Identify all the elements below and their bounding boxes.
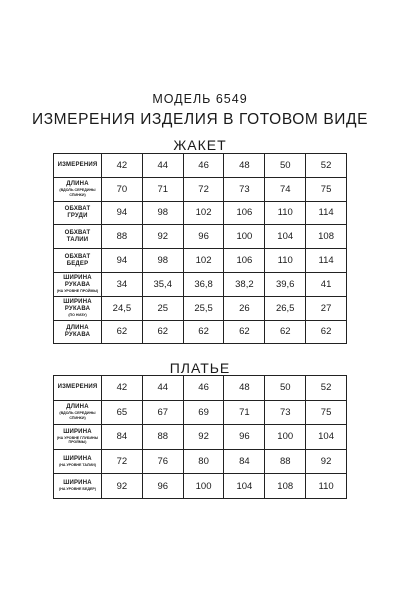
row-label-cell (54, 154, 102, 178)
row-label: РУКАВА (64, 331, 91, 338)
measurement-cell: 98 (142, 249, 183, 273)
row-label: ИЗМЕРЕНИЯ (57, 161, 98, 168)
measurement-cell: 110 (265, 201, 306, 225)
row-label: ДЛИНА (66, 404, 89, 411)
measurement-cell: 106 (224, 201, 265, 225)
model-number: МОДЕЛЬ 6549 (152, 92, 248, 106)
measurement-cell: 88 (102, 225, 143, 249)
size-header-cell: 42 (102, 154, 143, 178)
measurement-cell: 92 (142, 225, 183, 249)
table-row (54, 474, 347, 499)
measurement-cell: 62 (142, 320, 183, 344)
size-header-cell: 50 (265, 376, 306, 401)
row-label-cell (54, 272, 102, 296)
measurement-cell: 73 (265, 400, 306, 425)
row-label: ДЛИНА (66, 181, 89, 188)
measurement-cell: 104 (306, 425, 347, 450)
row-label-cell (54, 296, 102, 320)
measurement-cell: 25,5 (183, 296, 224, 320)
measurement-cell: 96 (224, 425, 265, 450)
row-label: ШИРИНА (63, 480, 92, 487)
table-row (54, 201, 347, 225)
row-label-cell (54, 249, 102, 273)
table-header-row (54, 376, 347, 401)
row-label: ШИРИНА (63, 298, 92, 305)
row-label: ШИРИНА (63, 275, 92, 282)
dress-measurements-table (53, 375, 347, 499)
measurement-cell: 104 (265, 225, 306, 249)
row-label-note: (ВДОЛЬ СЕРЕДИНЫ СПИНКИ) (59, 188, 96, 197)
row-label-cell (54, 425, 102, 450)
measurement-cell: 72 (102, 449, 143, 474)
row-label-note: (ПО НИЗУ) (68, 312, 87, 317)
measurement-cell: 62 (183, 320, 224, 344)
table-row (54, 296, 347, 320)
measurement-cell: 100 (265, 425, 306, 450)
row-label: БЕДЕР (66, 260, 89, 267)
dress-section-title: ПЛАТЬЕ (169, 360, 231, 376)
size-header-cell: 52 (306, 376, 347, 401)
measurement-cell: 41 (306, 272, 347, 296)
table-row (54, 225, 347, 249)
row-label-note: (ВДОЛЬ СЕРЕДИНЫ СПИНКИ) (59, 411, 96, 420)
table-header-row (54, 154, 347, 178)
measurement-cell: 92 (306, 449, 347, 474)
row-label: РУКАВА (64, 305, 91, 312)
measurement-cell: 100 (224, 225, 265, 249)
row-label: ШИРИНА (63, 428, 92, 435)
row-label-note: (НА УРОВНЕ БЕДЕР) (59, 487, 96, 492)
measurement-cell: 62 (306, 320, 347, 344)
jacket-section-title: ЖАКЕТ (173, 137, 227, 153)
measurement-cell: 24,5 (102, 296, 143, 320)
row-label-cell (54, 320, 102, 344)
measurement-cell: 88 (265, 449, 306, 474)
row-label-cell (54, 177, 102, 201)
measurement-cell: 100 (183, 474, 224, 499)
measurement-cell: 94 (102, 249, 143, 273)
table-row (54, 449, 347, 474)
row-label-cell (54, 376, 102, 401)
measurement-cell: 84 (102, 425, 143, 450)
measurement-cell: 69 (183, 400, 224, 425)
size-header-cell: 48 (224, 154, 265, 178)
row-label: ГРУДИ (67, 212, 88, 219)
row-label: РУКАВА (64, 282, 91, 289)
measurement-cell: 102 (183, 201, 224, 225)
row-label-cell (54, 225, 102, 249)
size-header-cell: 42 (102, 376, 143, 401)
size-header-cell: 48 (224, 376, 265, 401)
measurement-cell: 104 (224, 474, 265, 499)
row-label-note: (НА УРОВНЕ ГЛУБИНЫ ПРОЙМЫ) (56, 435, 99, 445)
measurement-cell: 76 (142, 449, 183, 474)
measurement-cell: 92 (102, 474, 143, 499)
measurement-cell: 110 (265, 249, 306, 273)
measurement-cell: 27 (306, 296, 347, 320)
measurement-cell: 110 (306, 474, 347, 499)
measurement-cell: 114 (306, 201, 347, 225)
measurement-cell: 34 (102, 272, 143, 296)
table-row (54, 249, 347, 273)
measurement-cell: 62 (224, 320, 265, 344)
measurement-cell: 71 (142, 177, 183, 201)
measurement-cell: 98 (142, 201, 183, 225)
row-label: ДЛИНА (66, 324, 89, 331)
table-row (54, 177, 347, 201)
jacket-measurements-table (53, 153, 347, 344)
measurement-cell: 75 (306, 400, 347, 425)
measurement-cell: 114 (306, 249, 347, 273)
measurement-cell: 26 (224, 296, 265, 320)
row-label-cell (54, 400, 102, 425)
measurement-cell: 38,2 (224, 272, 265, 296)
row-label-note: (НА УРОВНЕ ТАЛИИ) (59, 462, 96, 467)
size-header-cell: 44 (142, 154, 183, 178)
measurement-cell: 72 (183, 177, 224, 201)
measurement-cell: 26,5 (265, 296, 306, 320)
measurement-cell: 67 (142, 400, 183, 425)
measurement-cell: 106 (224, 249, 265, 273)
measurement-cell: 88 (142, 425, 183, 450)
row-label-cell (54, 474, 102, 499)
row-label: ОБХВАТ (64, 253, 91, 260)
table-row (54, 425, 347, 450)
measurement-cell: 92 (183, 425, 224, 450)
row-label-note: (НА УРОВНЕ ПРОЙМЫ) (56, 289, 99, 294)
row-label-cell (54, 449, 102, 474)
page-title: ИЗМЕРЕНИЯ ИЗДЕЛИЯ В ГОТОВОМ ВИДЕ (31, 111, 369, 128)
measurement-cell: 62 (102, 320, 143, 344)
measurement-cell: 65 (102, 400, 143, 425)
measurement-cell: 62 (265, 320, 306, 344)
measurement-cell: 94 (102, 201, 143, 225)
measurement-cell: 71 (224, 400, 265, 425)
measurement-cell: 96 (142, 474, 183, 499)
measurement-cell: 108 (265, 474, 306, 499)
size-header-cell: 46 (183, 376, 224, 401)
measurement-cell: 75 (306, 177, 347, 201)
measurement-cell: 96 (183, 225, 224, 249)
size-header-cell: 50 (265, 154, 306, 178)
measurement-cell: 102 (183, 249, 224, 273)
table-row (54, 272, 347, 296)
table-row (54, 400, 347, 425)
measurement-cell: 35,4 (142, 272, 183, 296)
measurement-cell: 80 (183, 449, 224, 474)
measurement-cell: 73 (224, 177, 265, 201)
size-header-cell: 52 (306, 154, 347, 178)
table-row (54, 320, 347, 344)
measurement-cell: 25 (142, 296, 183, 320)
measurement-cell: 84 (224, 449, 265, 474)
measurement-cell: 36,8 (183, 272, 224, 296)
row-label: ТАЛИИ (66, 236, 89, 243)
measurement-cell: 74 (265, 177, 306, 201)
row-label: ШИРИНА (63, 455, 92, 462)
row-label-cell (54, 201, 102, 225)
size-header-cell: 46 (183, 154, 224, 178)
measurement-cell: 70 (102, 177, 143, 201)
size-header-cell: 44 (142, 376, 183, 401)
row-label: ОБХВАТ (64, 205, 91, 212)
row-label: ОБХВАТ (64, 229, 91, 236)
row-label: ИЗМЕРЕНИЯ (57, 384, 98, 391)
measurement-cell: 108 (306, 225, 347, 249)
measurement-cell: 39,6 (265, 272, 306, 296)
